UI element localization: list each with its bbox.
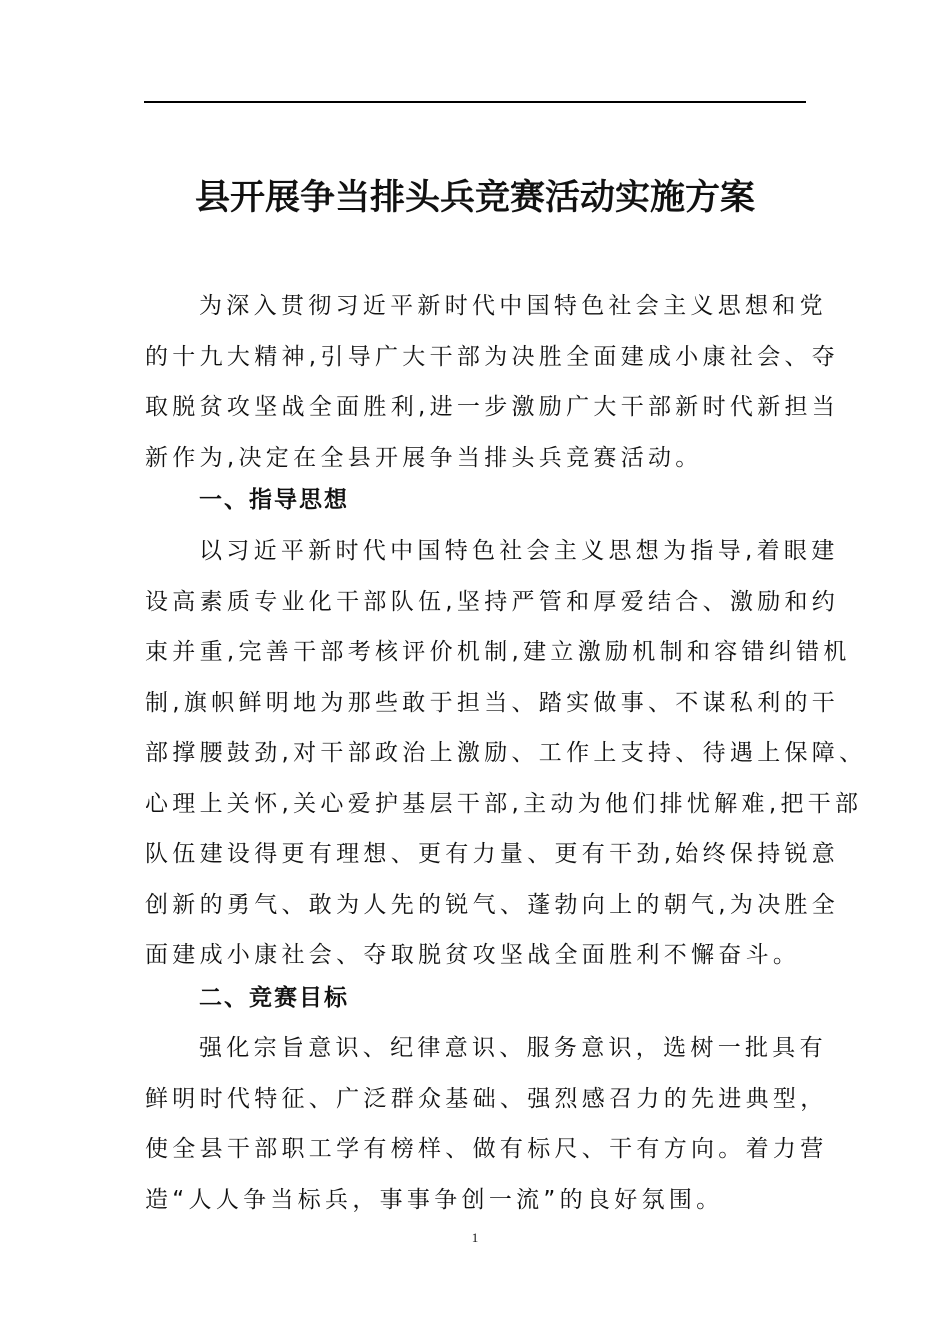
section1-line: 设高素质专业化干部队伍,坚持严管和厚爱结合、激励和约	[145, 588, 840, 615]
section1-line: 队伍建设得更有理想、更有力量、更有干劲,始终保持锐意	[145, 841, 840, 867]
document-title: 县开展争当排头兵竞赛活动实施方案	[194, 177, 755, 218]
section2-line: 使全县干部职工学有榜样、做有标尺、干有方向。着力营	[145, 1136, 828, 1162]
section1-line: 束并重,完善干部考核评价机制,建立激励机制和容错纠错机	[145, 639, 851, 665]
section2-line: 强化宗旨意识、纪律意识、服务意识，选树一批具有	[199, 1035, 827, 1061]
section-heading-guiding-ideology: 一、指导思想	[199, 487, 349, 513]
section-heading-competition-goals: 二、竞赛目标	[199, 985, 349, 1011]
header-rule	[144, 101, 806, 103]
section1-paragraph	[145, 526, 866, 981]
intro-line: 新作为,决定在全县开展争当排头兵竞赛活动。	[145, 444, 703, 471]
section1-line: 以习近平新时代中国特色社会主义思想为指导,着眼建	[199, 538, 839, 564]
section1-line: 心理上关怀,关心爱护基层干部,主动为他们排忧解难,把干部	[145, 790, 863, 817]
section2-line: 鲜明时代特征、广泛群众基础、强烈感召力的先进典型，	[145, 1085, 828, 1112]
section1-line: 面建成小康社会、夺取脱贫攻坚战全面胜利不懈奋斗。	[145, 942, 801, 968]
page-number: 1	[471, 1230, 479, 1245]
section1-line: 创新的勇气、敢为人先的锐气、蓬勃向上的朝气,为决胜全	[145, 891, 840, 918]
intro-line: 取脱贫攻坚战全面胜利,进一步激励广大干部新时代新担当	[145, 394, 840, 420]
section1-line: 制,旗帜鲜明地为那些敢于担当、踏实做事、不谋私利的干	[145, 689, 840, 716]
section1-line: 部撑腰鼓劲,对干部政治上激励、工作上支持、待遇上保障、	[145, 740, 867, 766]
intro-paragraph	[145, 281, 839, 483]
section2-paragraph	[145, 1023, 828, 1225]
intro-line: 的十九大精神,引导广大干部为决胜全面建成小康社会、夺	[145, 343, 840, 370]
section2-line: 造“人人争当标兵，事事争创一流”的良好氛围。	[145, 1186, 724, 1213]
intro-line: 为深入贯彻习近平新时代中国特色社会主义思想和党	[199, 293, 827, 319]
